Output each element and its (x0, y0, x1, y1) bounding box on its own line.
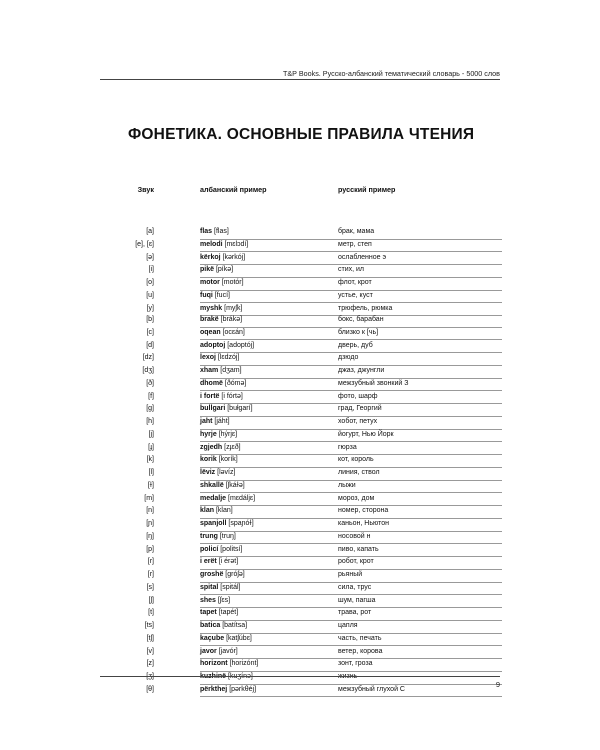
sound-cell: [ɫ] (147, 481, 154, 489)
albanian-word: trung (200, 532, 218, 540)
transcription: [adoptój] (227, 341, 255, 349)
table-row (0, 291, 600, 304)
transcription: [jáht] (214, 418, 230, 425)
albanian-word: klan (200, 507, 215, 515)
albanian-example-cell (200, 609, 238, 616)
table-row (0, 494, 600, 507)
russian-example-cell: трава, рот (338, 609, 372, 617)
russian-example-cell: близко к [чь] (338, 328, 379, 336)
table-row (0, 468, 600, 481)
table-row (0, 557, 600, 570)
russian-example-cell: ветер, корова (338, 647, 383, 655)
vowels-table (0, 227, 600, 316)
table-row (0, 265, 600, 278)
albanian-word: spital (200, 583, 219, 591)
albanian-example-cell (200, 444, 241, 451)
running-head: T&P Books. Русско-албанский тематический словарь - 5000 слов (282, 69, 500, 78)
albanian-word: oqean (200, 328, 221, 336)
russian-example-cell: хобот, петух (338, 418, 378, 425)
russian-example-cell: межзубный звонкий З (338, 379, 409, 387)
table-row (0, 506, 600, 519)
table-row (0, 366, 600, 379)
transcription: [batítsa] (222, 622, 248, 629)
russian-example-cell: шум, пагша (338, 596, 376, 604)
column-headers (0, 185, 600, 199)
transcription: [flas] (214, 228, 229, 235)
albanian-word: batica (200, 622, 221, 629)
albanian-example-cell (200, 266, 233, 273)
sound-cell: [y] (146, 304, 154, 312)
albanian-example-cell (200, 635, 252, 642)
russian-example-cell: зонт, гроза (338, 660, 373, 668)
sound-cell: [r] (147, 571, 154, 578)
sound-cell: [i] (148, 266, 154, 274)
albanian-word: dhomë (200, 379, 223, 387)
albanian-example-cell (200, 329, 245, 336)
sound-cell: [r] (147, 558, 154, 566)
russian-example-cell: номер, сторона (338, 507, 389, 515)
russian-example-cell: мороз, дом (338, 494, 375, 502)
russian-example-cell: кот, король (338, 456, 374, 464)
table-row (0, 634, 600, 647)
table-row (0, 379, 600, 392)
transcription: [kərkój] (222, 253, 246, 261)
transcription: [gróʃə] (225, 571, 245, 578)
albanian-example-cell (200, 254, 245, 261)
sound-cell: [b] (146, 316, 154, 323)
albanian-example-cell (200, 520, 254, 527)
albanian-word: korik (200, 456, 217, 464)
transcription: [spaɲóɫ] (228, 520, 254, 527)
sound-cell: [u] (146, 291, 154, 299)
russian-example-cell: брак, мама (338, 228, 375, 235)
albanian-example-cell (200, 380, 246, 387)
transcription: [pərkθéj] (229, 685, 257, 693)
sound-cell: [f] (148, 392, 154, 400)
albanian-word: motor (200, 279, 220, 286)
albanian-word: brakë (200, 316, 219, 323)
table-row (0, 392, 600, 405)
sound-cell: [ŋ] (146, 532, 154, 540)
albanian-example-cell (200, 686, 256, 693)
footer-rule (100, 676, 500, 677)
sound-cell: [s] (146, 583, 154, 591)
transcription: [píkə] (215, 266, 234, 274)
russian-example-cell: лыжи (338, 481, 356, 489)
transcription: [politsí] (220, 545, 243, 553)
transcription: [ʃɛs] (217, 596, 231, 604)
sound-cell: [n] (146, 507, 154, 515)
albanian-word: shes (200, 596, 216, 604)
albanian-example-cell (200, 456, 238, 463)
russian-example-cell: стих, ил (338, 266, 365, 274)
sound-cell: [p] (146, 545, 154, 553)
transcription: [myʃk] (224, 304, 243, 312)
russian-example-cell: ослабленное э (338, 253, 387, 261)
transcription: [ʃkáɫə] (225, 481, 245, 489)
transcription: [horizónt] (229, 660, 259, 668)
russian-example-cell: межзубный глухой С (338, 685, 405, 693)
transcription: [i fórtə] (221, 392, 243, 400)
transcription: [brákə] (220, 316, 243, 323)
albanian-example-cell (200, 405, 253, 412)
russian-example-cell: гюрза (338, 443, 357, 451)
russian-example-cell: пиво, капать (338, 545, 379, 553)
table-row (0, 570, 600, 583)
russian-example-cell: линия, ствол (338, 469, 380, 476)
albanian-word: i fortë (200, 392, 220, 400)
russian-example-cell: робот, крот (338, 558, 374, 566)
sound-cell: [h] (146, 418, 154, 425)
sound-cell: [θ] (146, 685, 154, 693)
russian-example-cell: сила, трус (338, 583, 372, 591)
sound-cell: [a] (146, 228, 154, 235)
table-row (0, 621, 600, 634)
sound-cell: [m] (144, 494, 154, 502)
transcription: [motór] (221, 279, 244, 286)
transcription: [fucí] (214, 291, 230, 299)
sound-cell: [l] (148, 469, 154, 476)
albanian-word: medalje (200, 494, 227, 502)
russian-example-cell: дзюдо (338, 354, 359, 362)
albanian-word: myshk (200, 304, 223, 312)
albanian-example-cell (200, 533, 236, 540)
table-row (0, 672, 600, 685)
transcription: [korík] (218, 456, 238, 464)
table-row (0, 659, 600, 672)
column-header-sound: Звук (137, 185, 154, 194)
table-row (0, 278, 600, 291)
table-row (0, 519, 600, 532)
transcription: [bułgarí] (227, 405, 253, 413)
russian-example-cell: джаз, джунгли (338, 367, 385, 374)
sound-cell: [j] (148, 430, 154, 438)
transcription: [kuʒínə] (228, 673, 253, 680)
russian-example-cell: каньон, Ньютон (338, 520, 389, 527)
albanian-example-cell (200, 469, 235, 476)
albanian-word: tapet (200, 609, 217, 617)
table-row (0, 455, 600, 468)
transcription: [lɛdzój] (217, 354, 240, 362)
sound-cell: [g] (146, 405, 154, 413)
header-rule (100, 79, 500, 80)
albanian-word: horizont (200, 660, 228, 668)
table-row (0, 647, 600, 660)
albanian-word: jaht (200, 418, 213, 425)
albanian-example-cell (200, 584, 240, 591)
sound-cell: [o] (146, 279, 154, 286)
table-row (0, 253, 600, 266)
russian-example-cell: дверь, дуб (338, 341, 373, 349)
russian-example-cell: устье, куст (338, 291, 373, 299)
table-row (0, 596, 600, 609)
russian-example-cell: носовой н (338, 532, 371, 540)
albanian-word: flas (200, 228, 213, 235)
consonants-table (0, 315, 600, 698)
table-row (0, 608, 600, 621)
transcription: [ləvíz] (217, 469, 236, 476)
albanian-word: fuqi (200, 291, 213, 299)
transcription: [ocɛán] (222, 328, 245, 336)
albanian-example-cell (200, 571, 245, 578)
albanian-example-cell (200, 546, 242, 553)
albanian-word: xham (200, 367, 219, 374)
sound-cell: [c] (146, 328, 154, 336)
row-divider (200, 696, 502, 697)
transcription: [klan] (215, 507, 233, 515)
sound-cell: [ð] (146, 379, 154, 387)
table-row (0, 341, 600, 354)
albanian-example-cell (200, 342, 254, 349)
albanian-word: bullgari (200, 405, 226, 413)
albanian-word: adoptoj (200, 341, 226, 349)
albanian-example-cell (200, 305, 242, 312)
russian-example-cell: трюфель, рюмка (338, 304, 393, 312)
sound-cell: [tʃ] (146, 634, 154, 642)
albanian-word: lexoj (200, 354, 216, 362)
russian-example-cell: флот, крот (338, 279, 372, 286)
albanian-word: kuzhinë (200, 673, 227, 680)
albanian-example-cell (200, 431, 237, 438)
transcription: [ðómə] (224, 379, 247, 387)
table-row (0, 417, 600, 430)
russian-example-cell: метр, степ (338, 240, 372, 248)
albanian-example-cell (200, 393, 243, 400)
albanian-example-cell (200, 241, 248, 248)
transcription: [i érət] (218, 558, 239, 566)
transcription: [javór] (218, 647, 238, 655)
albanian-word: përkthej (200, 685, 228, 693)
table-row (0, 430, 600, 443)
sound-cell: [d] (146, 341, 154, 349)
table-row (0, 353, 600, 366)
sound-cell: [e], [ɛ] (135, 240, 154, 248)
sound-cell: [k] (146, 456, 154, 464)
page-title: ФОНЕТИКА. ОСНОВНЫЕ ПРАВИЛА ЧТЕНИЯ (128, 126, 475, 143)
transcription: [zɟɛð] (224, 443, 241, 451)
sound-cell: [ts] (144, 622, 154, 629)
russian-example-cell: часть, печать (338, 634, 382, 642)
sound-cell: [ə] (146, 253, 154, 261)
russian-example-cell: фото, шарф (338, 392, 378, 400)
albanian-word: i erët (200, 558, 217, 566)
sound-cell: [ʒ] (146, 673, 154, 680)
albanian-example-cell (200, 354, 239, 361)
transcription: [mɛdáljɛ] (228, 494, 256, 502)
sound-cell: [v] (146, 647, 154, 655)
transcription: [mɛlɔdí] (224, 240, 249, 248)
albanian-word: zgjedh (200, 443, 223, 451)
albanian-example-cell (200, 597, 230, 604)
albanian-example-cell (200, 418, 230, 425)
albanian-example-cell (200, 622, 247, 629)
albanian-example-cell (200, 279, 244, 286)
albanian-word: spanjoll (200, 520, 227, 527)
sound-cell: [z] (146, 660, 154, 668)
transcription: [hýrjɛ] (218, 430, 238, 438)
sound-cell: [dz] (142, 354, 154, 362)
russian-example-cell: йогурт, Нью Йорк (338, 430, 394, 438)
albanian-word: kaçube (200, 634, 225, 642)
albanian-word: policí (200, 545, 219, 553)
albanian-word: lëviz (200, 469, 216, 476)
column-header-russian: русский пример (338, 185, 396, 194)
albanian-example-cell (200, 495, 255, 502)
transcription: [tapét] (218, 609, 239, 617)
russian-example-cell: рьяный (338, 571, 363, 578)
sound-cell: [ɲ] (146, 520, 154, 527)
albanian-word: kërkoj (200, 253, 221, 261)
sound-cell: [ʃ] (148, 596, 154, 604)
table-row (0, 532, 600, 545)
albanian-word: melodi (200, 240, 223, 248)
russian-example-cell: град, Георгий (338, 405, 382, 413)
table-row (0, 685, 600, 698)
table-row (0, 240, 600, 253)
table-row (0, 404, 600, 417)
table-row (0, 583, 600, 596)
albanian-example-cell (200, 292, 230, 299)
transcription: [katʃúbɛ] (226, 634, 252, 642)
sound-cell: [dʒ] (142, 367, 154, 374)
russian-example-cell: цапля (338, 622, 358, 629)
sound-cell: [t] (148, 609, 154, 617)
transcription: [spitál] (220, 583, 241, 591)
russian-example-cell: жизнь (338, 673, 358, 680)
sound-cell: [ɟ] (148, 443, 154, 451)
albanian-example-cell (200, 660, 258, 667)
albanian-word: javor (200, 647, 217, 655)
column-header-albanian: албанский пример (200, 185, 267, 194)
russian-example-cell: бокс, барабан (338, 316, 384, 323)
albanian-word: hyrje (200, 430, 217, 438)
table-row (0, 315, 600, 328)
table-row (0, 545, 600, 558)
albanian-example-cell (200, 367, 242, 374)
table-row (0, 328, 600, 341)
table-row (0, 481, 600, 494)
albanian-word: pikë (200, 266, 215, 274)
albanian-example-cell (200, 648, 238, 655)
albanian-word: shkallë (200, 481, 224, 489)
table-row (0, 443, 600, 456)
albanian-example-cell (200, 482, 245, 489)
albanian-example-cell (200, 558, 238, 565)
albanian-example-cell (200, 507, 233, 514)
albanian-word: groshë (200, 571, 224, 578)
transcription: [truŋ] (219, 532, 236, 540)
table-row (0, 227, 600, 240)
page-number: 9 (495, 680, 500, 689)
transcription: [dʒam] (220, 367, 242, 374)
albanian-example-cell (200, 316, 242, 323)
albanian-example-cell (200, 228, 229, 235)
